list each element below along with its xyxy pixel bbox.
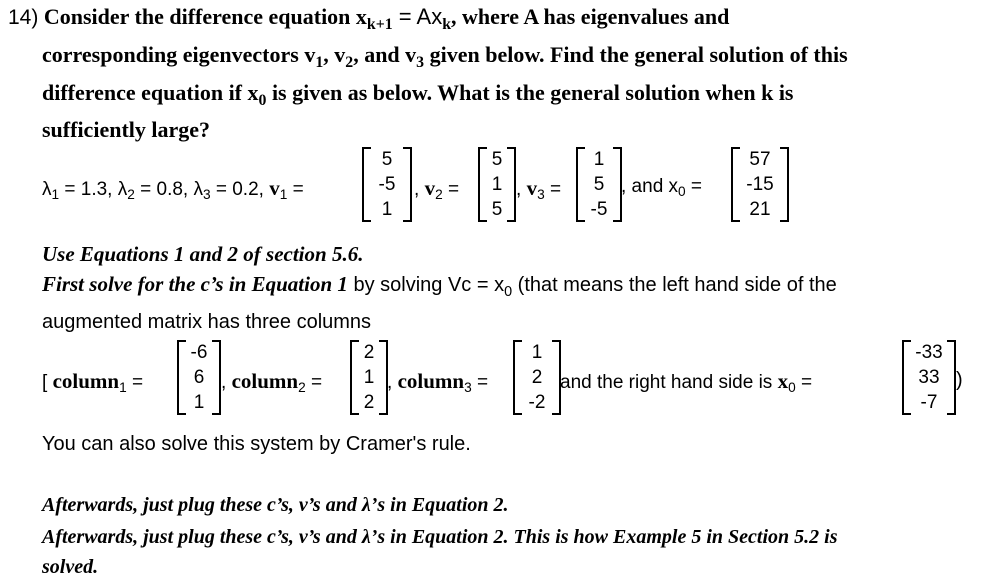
eigenvalues-text: $\lambda_1 = 1.3$, $\lambda_2 = 0.8$, $\lambda_3 = 0.2$, $v_1$ = bbox=[42, 176, 304, 203]
problem-line-1: 14) Consider the difference equation $x_{k+1} = Ax_k$, where A has eigenvalues and bbox=[8, 4, 730, 34]
vector-v3: 1 5 -5 bbox=[576, 147, 622, 222]
problem-line-2: corresponding eigenvectors $v_1$, $v_2$, and $v_3$ given below. Find the general solution of this bbox=[42, 42, 848, 72]
vector-v2: 5 1 5 bbox=[478, 147, 516, 222]
v2-label: , $v_2$ = bbox=[414, 176, 460, 203]
matrix-column1: -6 6 1 bbox=[177, 340, 221, 415]
use-equations-note: Use Equations 1 and 2 of section 5.6. bbox=[42, 242, 364, 266]
afterwards-line-1: Afterwards, just plug these c’s, v’s and λ’s in Equation 2. bbox=[42, 494, 509, 516]
problem-line-3: difference equation if $x_0$ is given as below. What is the general solution when k is bbox=[42, 80, 794, 110]
first-solve-line: First solve for the c’s in Equation 1 by solving $Vc = x_0$ (that means the left hand side of the bbox=[42, 272, 837, 300]
cramer-note: You can also solve this system by Cramer's rule. bbox=[42, 433, 471, 455]
problem-line-4: sufficiently large? bbox=[42, 117, 211, 142]
closing-paren: ) bbox=[956, 369, 963, 391]
problem-number: 14) bbox=[8, 6, 39, 29]
matrix-column2: 2 1 2 bbox=[350, 340, 388, 415]
x0-label: , and $x_0$ = bbox=[621, 176, 703, 200]
solved-line: solved. bbox=[42, 556, 99, 578]
augmented-line: augmented matrix has three columns bbox=[42, 311, 372, 333]
vector-x0: 57 -15 21 bbox=[731, 147, 789, 222]
v3-label: , $v_3$ = bbox=[516, 176, 562, 203]
rhs-label: and the right hand side is $x_0$ = bbox=[560, 369, 813, 396]
column1-label: [ column$_1$ = bbox=[42, 369, 144, 396]
matrix-column3: 1 2 -2 bbox=[513, 340, 561, 415]
vector-v1: 5 -5 1 bbox=[362, 147, 412, 222]
column2-label: , column$_2$ = bbox=[221, 369, 323, 396]
afterwards-line-2: Afterwards, just plug these c’s, v’s and λ’s in Equation 2. This is how Example 5 in Section 5.2 is bbox=[42, 526, 838, 548]
matrix-rhs: -33 33 -7 bbox=[902, 340, 956, 415]
column3-label: , column$_3$ = bbox=[387, 369, 489, 396]
